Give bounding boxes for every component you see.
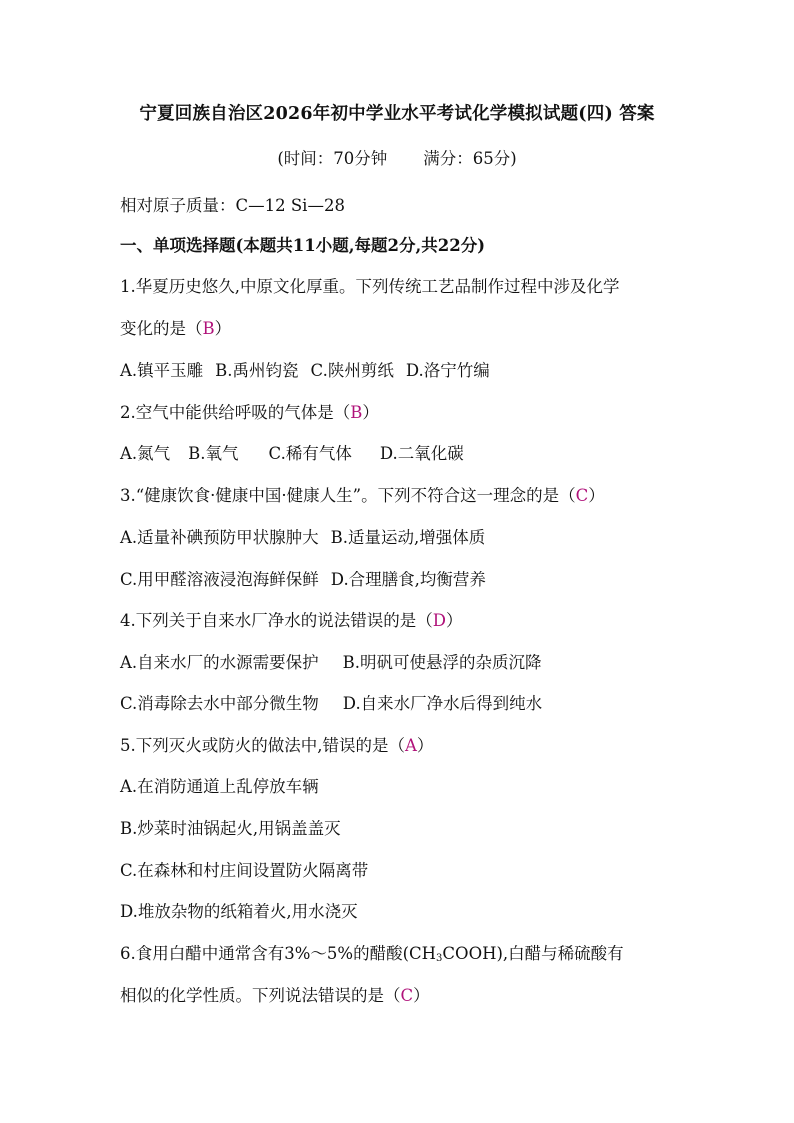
q4-option-c: C.消毒除去水中部分微生物	[120, 694, 319, 713]
q4-options-line2	[120, 690, 542, 714]
q3-options-line2	[120, 566, 486, 590]
time-label: (时间：70分钟	[277, 149, 388, 168]
q3-stem: 3.“健康饮食·健康中国·健康人生”。下列不符合这一理念的是（C）	[120, 486, 605, 505]
q6-answer: C	[400, 986, 414, 1005]
q2-option-b: B.氧气	[188, 444, 239, 463]
q3-options-line1	[120, 524, 485, 548]
q5-option-d: D.堆放杂物的纸箱着火,用水浇灭	[120, 902, 358, 921]
q5-option-a: A.在消防通道上乱停放车辆	[120, 777, 319, 796]
score-label: 满分：65分)	[423, 149, 517, 168]
atomic-mass-line: 相对原子质量：C—12 Si—28	[120, 196, 345, 215]
q6-stem-line2: 相似的化学性质。下列说法错误的是（C）	[120, 986, 430, 1005]
q2-option-a: A.氮气	[120, 444, 171, 463]
q5-stem: 5.下列灭火或防火的做法中,错误的是（A）	[120, 736, 434, 755]
q3-option-c: C.用甲醛溶液浸泡海鲜保鲜	[120, 570, 319, 589]
q4-option-d: D.自来水厂净水后得到纯水	[342, 694, 543, 713]
q4-option-a: A.自来水厂的水源需要保护	[120, 653, 319, 672]
section-heading: 一、单项选择题(本题共11小题,每题2分,共22分)	[120, 236, 486, 255]
q3-option-b: B.适量运动,增强体质	[330, 528, 486, 547]
q5-option-b: B.炒菜时油锅起火,用锅盖盖灭	[120, 819, 341, 838]
q1-option-c: C.陕州剪纸	[310, 361, 394, 380]
q4-options-line1	[120, 649, 542, 673]
q2-answer: B	[350, 403, 363, 422]
document-title: 宁夏回族自治区2026年初中学业水平考试化学模拟试题(四) 答案	[139, 104, 655, 124]
q1-stem-line1: 1.华夏历史悠久,中原文化厚重。下列传统工艺品制作过程中涉及化学	[120, 277, 620, 296]
q4-answer: D	[432, 611, 446, 630]
exam-info	[0, 145, 794, 169]
q1-option-b: B.禹州钧瓷	[215, 361, 299, 380]
q1-option-d: D.洛宁竹编	[405, 361, 490, 380]
q2-stem: 2.空气中能供给呼吸的气体是（B）	[120, 403, 379, 422]
q2-option-d: D.二氧化碳	[379, 444, 464, 463]
q3-answer: C	[575, 486, 589, 505]
q2-option-c: C.稀有气体	[268, 444, 352, 463]
q1-stem-line2: 变化的是（B）	[120, 319, 232, 338]
q1-answer: B	[202, 319, 215, 338]
q4-stem: 4.下列关于自来水厂净水的说法错误的是（D）	[120, 611, 463, 630]
q6-stem-line1: 6.食用白醋中通常含有3%～5%的醋酸$(CH_3COOH)$,白醋与稀硫酸有	[120, 944, 624, 964]
q5-option-c: C.在森林和村庄间设置防火隔离带	[120, 861, 369, 880]
q2-options	[120, 440, 464, 464]
q1-option-a: A.镇平玉雕	[120, 361, 204, 380]
q5-answer: A	[405, 736, 417, 755]
q3-option-a: A.适量补碘预防甲状腺肿大	[120, 528, 319, 547]
q1-options	[120, 357, 490, 381]
q4-option-b: B.明矾可使悬浮的杂质沉降	[342, 653, 542, 672]
q3-option-d: D.合理膳食,均衡营养	[330, 570, 486, 589]
